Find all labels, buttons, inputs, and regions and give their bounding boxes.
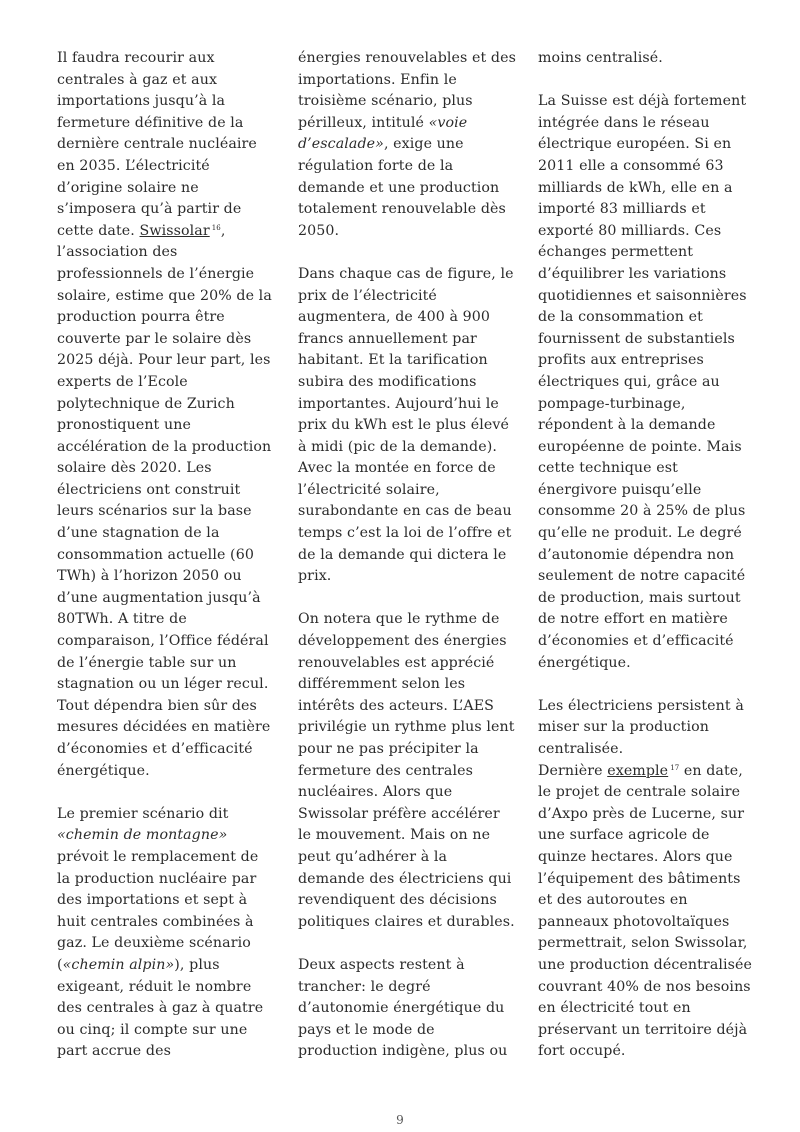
swissolar-link[interactable]: Swissolar xyxy=(139,222,210,239)
scenario-name: «chemin de montagne» xyxy=(57,827,228,844)
paragraph: On notera que le rythme de développement des énergies renouvelables est apprécié différemment selon les intérêts des acteurs. L’AES privilégie un rythme plus lent pour ne pas précipiter la fermeture des centrales nucléaires. Alors que Swissolar préfère accélérer le mouvement. Mais on ne peut qu’adhérer à la demande des électriciens qui revendiquent des décisions politiques claires et durables. xyxy=(298,611,515,930)
scenario-name: «voie d’escalade» xyxy=(298,114,468,153)
paragraph: énergies renouvelables et des importations. Enfin le troisième scénario, plus périlleux, intitulé «voie d’escalade», exige une régulation forte de la demande et une production totalement renouvelable dès 2050. xyxy=(298,50,516,239)
paragraph: Dans chaque cas de figure, le prix de l’électricité augmentera, de 400 à 900 francs annuellement par habitant. Et la tarification subira des modifications importantes. Aujourd’hui le prix du kWh est le plus élevé à midi (pic de la demande). Avec la montée en force de l’électricité solaire, surabondante en cas de beau temps c’est la loi de l’offre et de la demande qui dictera le prix. xyxy=(298,265,514,585)
text-column-3 xyxy=(538,48,756,1085)
paragraph: Les électriciens persistent à miser sur la production centralisée. xyxy=(538,697,744,757)
paragraph: Deux aspects restent à trancher: le degré d’autonomie énergétique du pays et le mode de production indigène, plus ou xyxy=(298,956,508,1060)
paragraph: Le premier scénario dit «chemin de montagne» prévoit le remplacement de la production nucléaire par des importations et sept à huit centrales combinées à gaz. Le deuxième scénario («chemin alpin»), plus exigeant, réduit le nombre des centrales à gaz à quatre ou cinq; il compte sur une part accrue des xyxy=(57,805,264,1060)
page-number: 9 xyxy=(396,1113,404,1127)
scenario-name: «chemin alpin» xyxy=(62,956,175,973)
paragraph: La Suisse est déjà fortement intégrée dans le réseau électrique européen. Si en 2011 elle a consommé 63 milliards de kWh, elle en a importé 83 milliards et exporté 80 milliards. Ces échanges permettent d’équilibrer les variations quotidiennes et saisonnières de la consommation et fournissent de substantiels profits aux entreprises électriques qui, grâce au pompage-turbinage, répondent à la demande européenne de pointe. Mais cette technique est énergivore puisqu’elle consomme 20 à 25% de plus qu’elle ne produit. Le degré d’autonomie dépendra non seulement de notre capacité de production, mais surtout de notre effort en matière d’économies et d’efficacité énergétique. xyxy=(538,93,747,671)
footnote-ref[interactable]: 16 xyxy=(211,223,221,232)
paragraph: moins centralisé. xyxy=(538,50,663,66)
text-column-1 xyxy=(57,48,275,1085)
exemple-link[interactable]: exemple xyxy=(607,762,669,779)
text-column-2 xyxy=(298,48,516,1085)
paragraph: Dernière exemple $^{17}$ en date, le projet de centrale solaire d’Axpo près de Lucerne, sur une surface agricole de quinze hectares. Alors que l’équipement des bâtiments et des autoroutes en panneaux photovoltaïques permettrait, selon Swissolar, une production décentralisée couvrant 40% de nos besoins en électricité tout en préservant un territoire déjà fort occupé. xyxy=(538,762,753,1060)
footnote-ref[interactable]: 17 xyxy=(670,763,680,772)
paragraph: Il faudra recourir aux centrales à gaz et aux importations jusqu’à la fermeture définitive de la dernière centrale nucléaire en 2035. L’électricité d’origine solaire ne s’imposera qu’à partir de cette date. Swissolar $^{16}$, l’association des professionnels de l’énergie solaire, estime que 20% de la production pourra être couverte par le solaire dès 2025 déjà. Pour leur part, les experts de l’Ecole polytechnique de Zurich pronostiquent une accélération de la production solaire dès 2020. Les électriciens ont construit leurs scénarios sur la base d’une stagnation de la consommation actuelle (60 TWh) à l’horizon 2050 ou d’une augmentation jusqu’à 80TWh. A titre de comparaison, l’Office fédéral de l’énergie table sur un stagnation ou un léger recul. Tout dépendra bien sûr des mesures décidées en matière d’économies et d’efficacité énergétique. xyxy=(57,50,272,779)
